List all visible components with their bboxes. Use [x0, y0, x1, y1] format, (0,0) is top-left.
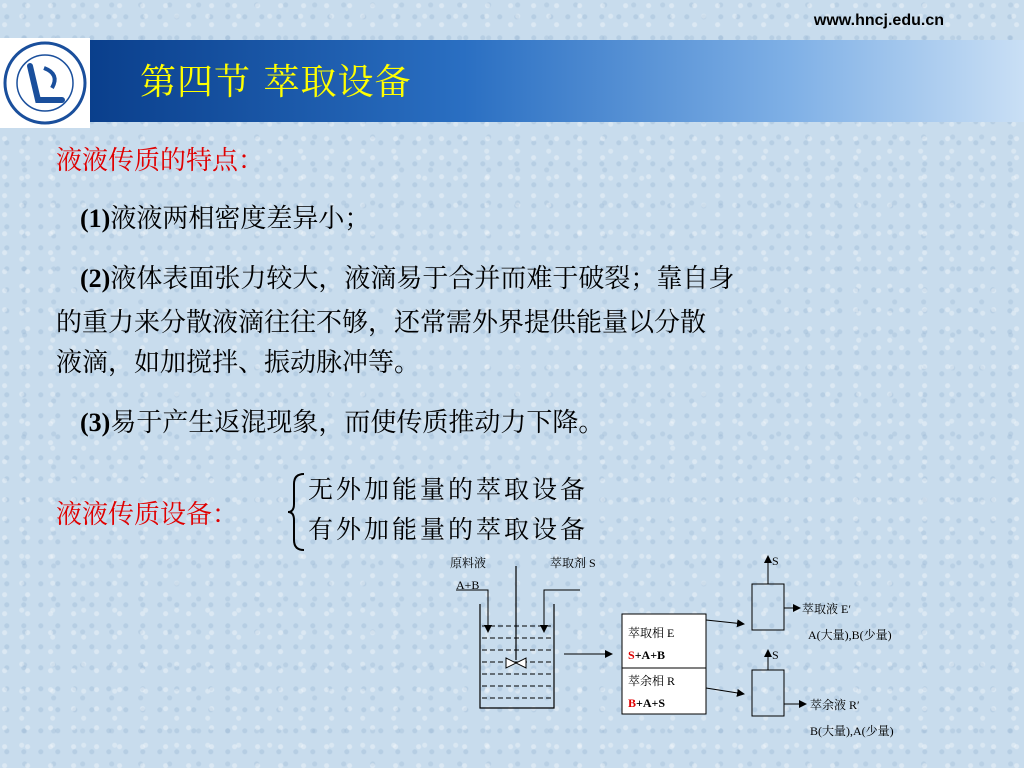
raffinate-phase-label: 萃余相 R: [628, 674, 676, 688]
characteristics-heading: 液液传质的特点：: [56, 146, 265, 176]
point-3-text: 易于产生返混现象，而使传质推动力下降。: [110, 408, 605, 438]
extraction-diagram: [440, 548, 940, 763]
extract-liquid-composition: A(大量),B(少量): [808, 628, 892, 642]
point-1-number: (1): [80, 204, 111, 233]
university-logo: [0, 38, 90, 128]
equipment-item-with-energy: 有外加能量的萃取设备: [308, 515, 589, 544]
website-url: www.hncj.edu.cn: [813, 12, 944, 29]
point-2-line-2: 的重力来分散液滴往往不够，还常需外界提供能量以分散: [56, 308, 707, 338]
curly-brace-icon: [286, 472, 308, 552]
page-title: 第四节 萃取设备: [140, 62, 412, 103]
flow-arrow-extract: [706, 620, 744, 624]
point-1: [80, 198, 370, 235]
point-2-text-1: 液体表面张力较大，液滴易于合并而难于破裂；靠自身: [110, 264, 735, 294]
solvent-recovery-bottom: [752, 670, 784, 716]
point-2-number: (2): [80, 264, 111, 293]
feed-label: 原料液: [450, 556, 487, 570]
flow-arrow-raffinate: [706, 688, 744, 694]
raffinate-liquid-label: 萃余液 R′: [810, 698, 860, 712]
equipment-heading: 液液传质设备：: [56, 500, 239, 530]
point-3: [80, 402, 604, 439]
point-2-line-1: [80, 258, 734, 295]
extract-phase-composition: S+A+B: [628, 648, 666, 662]
point-2-line-3: 液滴，如加搅拌、振动脉冲等。: [56, 348, 421, 378]
point-1-text: 液液两相密度差异小；: [110, 204, 371, 234]
feed-composition: A+B: [456, 578, 480, 592]
equipment-item-no-energy: 无外加能量的萃取设备: [308, 475, 589, 504]
solvent-recovery-top: [752, 584, 784, 630]
solvent-out-bottom: S: [772, 648, 779, 662]
point-3-number: (3): [80, 408, 111, 437]
extract-liquid-label: 萃取液 E′: [802, 602, 851, 616]
solvent-label: 萃取剂 S: [550, 556, 596, 570]
extract-phase-label: 萃取相 E: [628, 626, 675, 640]
mixing-tank: [480, 604, 554, 708]
solvent-out-top: S: [772, 554, 779, 568]
equipment-list: [308, 470, 588, 550]
raffinate-liquid-composition: B(大量),A(少量): [810, 724, 894, 738]
raffinate-phase-composition: B+A+S: [628, 696, 666, 710]
